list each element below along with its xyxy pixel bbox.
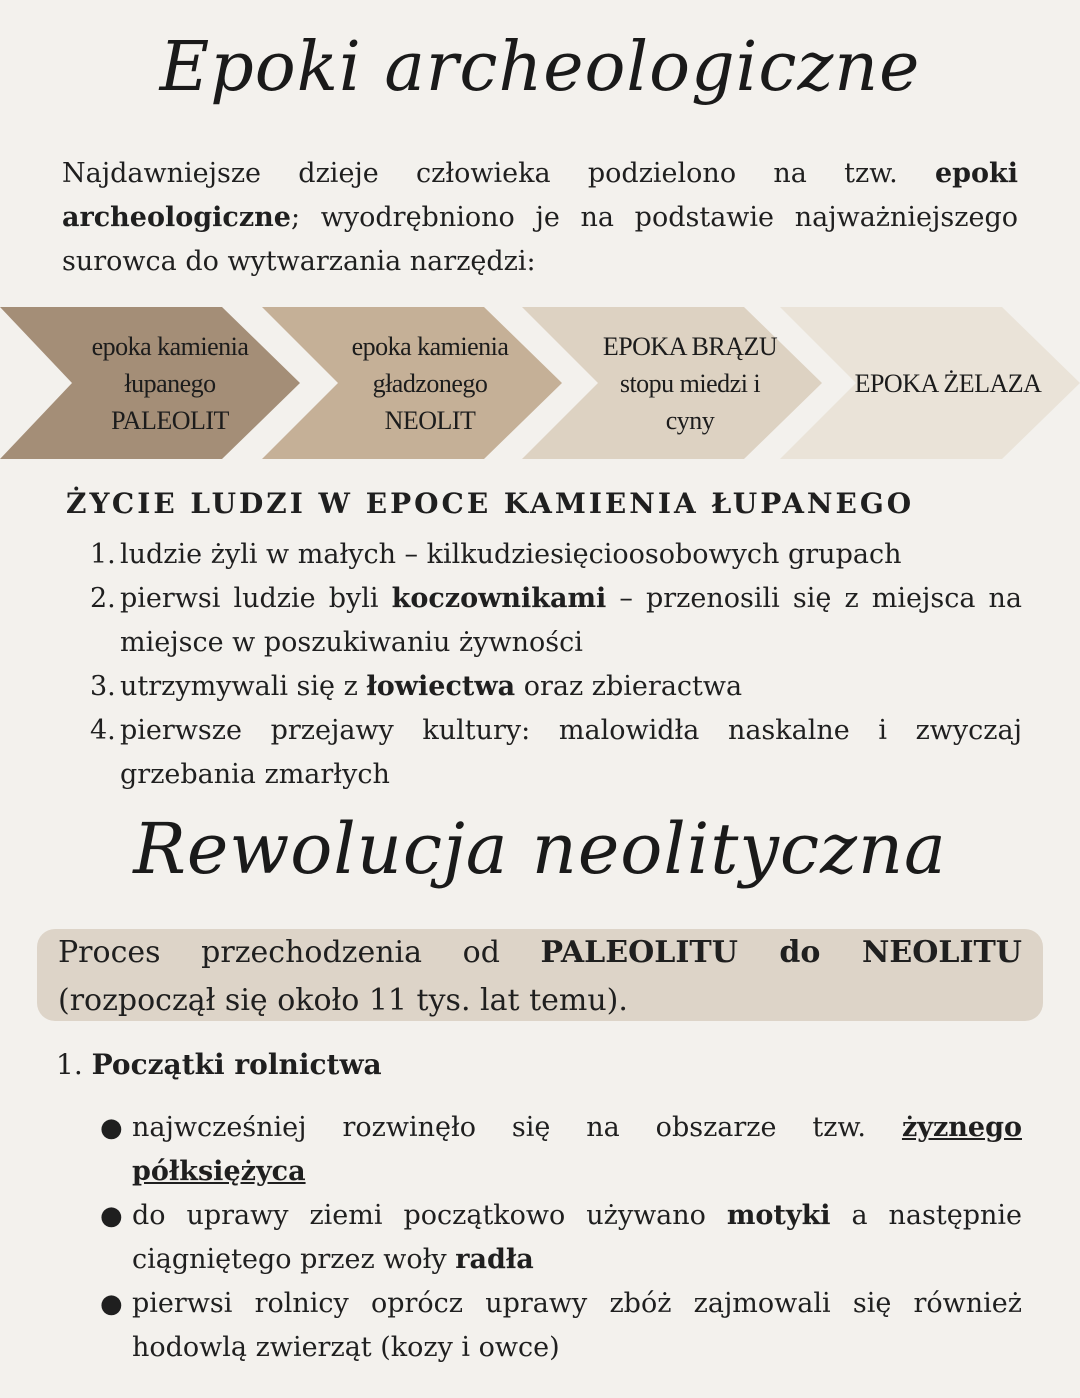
epoch-label-neolit: epoka kamienia gładzonego NEOLIT <box>351 331 509 435</box>
life-heading: ŻYCIE LUDZI W EPOCE KAMIENIA ŁUPANEGO <box>66 487 915 520</box>
subsection-heading: 1. Początki rolnictwa <box>56 1048 382 1081</box>
agriculture-bullets <box>100 1106 1022 1370</box>
intro-paragraph: Najdawniejsze dzieje człowieka podzielono na tzw. epoki archeologiczne; wyodrębniono je na podstawie najważniejszego surowca do wytwarzania narzędzi: <box>62 158 1018 277</box>
section-title-revolution: Rewolucja neolityczna <box>133 808 947 890</box>
list-item: 1. ludzie żyli w małych – kilkudziesięcioosobowych grupach <box>90 539 902 570</box>
bullet-icon: ● <box>100 1289 123 1319</box>
list-item: ● najwcześniej rozwinęło się na obszarze tzw. żyznego półksiężyca <box>100 1106 1022 1194</box>
epoch-label-bronze: EPOKA BRĄZU stopu miedzi i cyny <box>602 331 778 435</box>
list-item: ● pierwsi rolnicy oprócz uprawy zbóż zajmowali się również hodowlą zwierząt (kozy i owce) <box>100 1282 1022 1370</box>
bullet-icon: ● <box>100 1201 123 1231</box>
definition-text: Proces przechodzenia od PALEOLITU do NEOLITU (rozpoczął się około 11 tys. lat temu). <box>58 935 1022 1018</box>
life-list <box>90 533 1022 797</box>
list-item: 2. pierwsi ludzie byli koczownikami – przenosili się z miejsca na miejsce w poszukiwaniu żywności <box>90 583 1022 658</box>
list-item: ● do uprawy ziemi początkowo używano motyki a następnie ciągniętego przez woły radła <box>100 1194 1022 1282</box>
page-title: Epoki archeologiczne <box>159 28 921 107</box>
epoch-label-iron: EPOKA ŻELAZA <box>854 368 1042 398</box>
epoch-label-paleolit: epoka kamienia łupanego PALEOLIT <box>91 331 249 435</box>
bullet-icon: ● <box>100 1113 123 1143</box>
list-item: 4. pierwsze przejawy kultury: malowidła naskalne i zwyczaj grzebania zmarłych <box>90 715 1022 790</box>
list-item: 3. utrzymywali się z łowiectwa oraz zbieractwa <box>90 671 743 702</box>
